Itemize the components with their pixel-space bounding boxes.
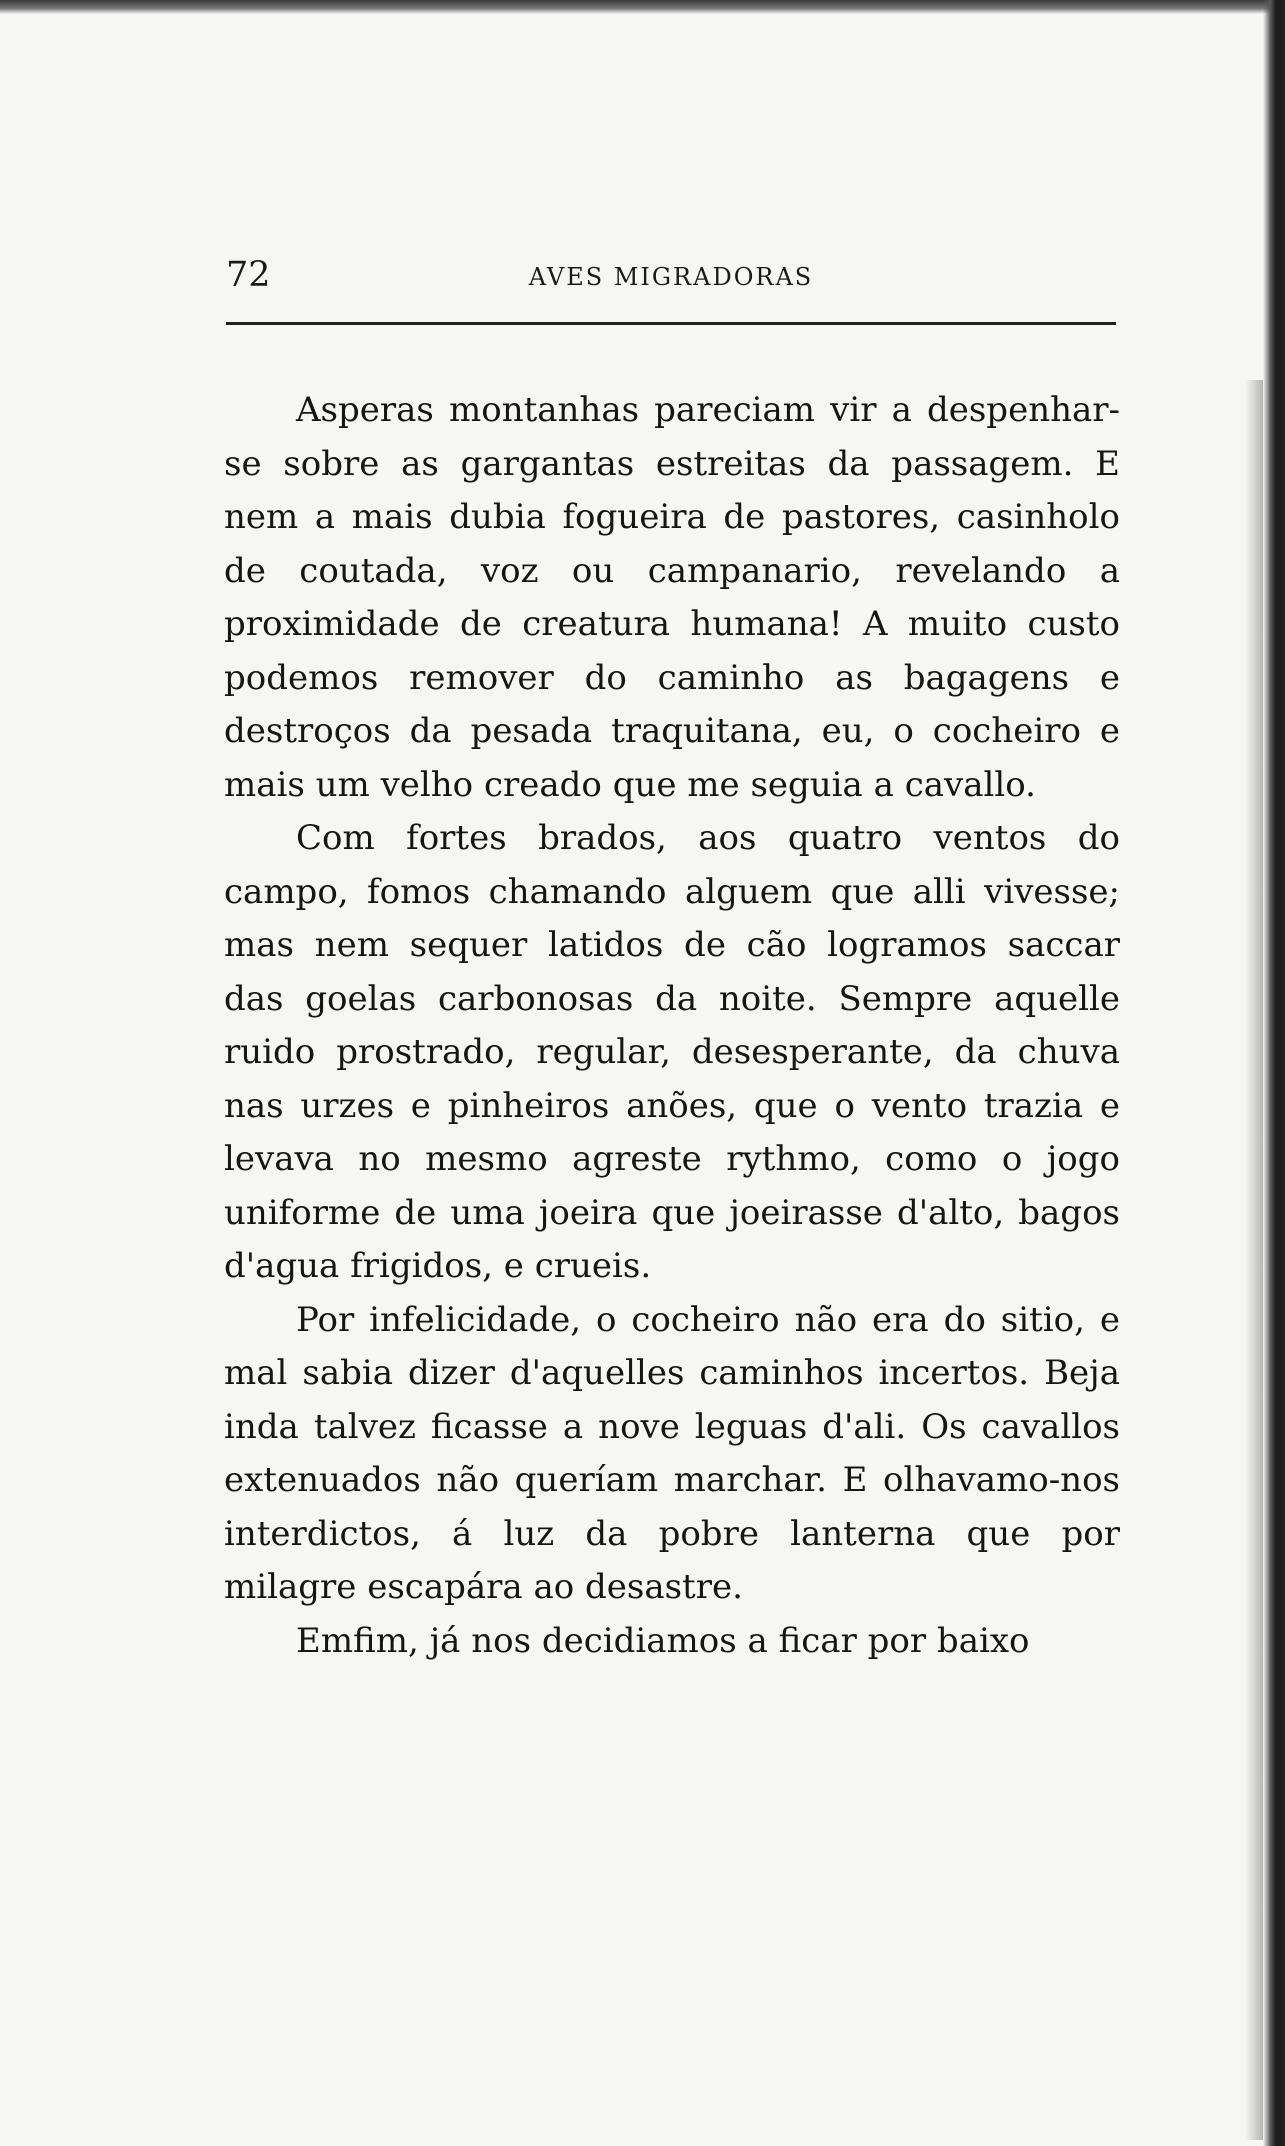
scan-top-edge (0, 0, 1285, 14)
paragraph-4: Emfim, já nos decidiamos a ficar por baixo (296, 1620, 1030, 1661)
book-spine-edge (1263, 0, 1285, 2146)
binding-shadow (1245, 380, 1263, 2140)
running-title: AVES MIGRADORAS (528, 263, 814, 291)
paragraph-2: Com fortes brados, aos quatro ventos do campo, fomos chamando alguem que alli vivesse; mas nem sequer latidos de cão logramos saccar das goelas carbonosas da noite. Sempre aquelle ruido prostrado, regular, desesperante, da chuva nas urzes e pinheiros anões, que o vento trazia e levava no mesmo agreste rythmo, como o jogo uniforme de uma joeira que joeirasse d'alto, bagos d'agua frigidos, e crueis. (224, 818, 1120, 1286)
paragraph-1: Asperas montanhas pareciam vir a despenhar-se sobre as gargantas estreitas da passagem. E nem a mais dubia fogueira de pastores, casinholo de coutada, voz ou campanario, revelando a proximidade de creatura humana! A muito custo podemos remover do caminho as bagagens e destroços da pesada traquitana, eu, o cocheiro e mais um velho creado que me seguia a cavallo. (224, 390, 1120, 805)
paragraph-3: Por infelicidade, o cocheiro não era do sitio, e mal sabia dizer d'aquelles caminhos incertos. Beja inda talvez ficasse a nove leguas d'ali. Os cavallos extenuados não queríam marchar. E olhavamo-nos interdictos, á luz da pobre lanterna que por milagre escapára ao desastre. (224, 1299, 1120, 1607)
header-rule (226, 322, 1116, 325)
page-number: 72 (226, 255, 271, 295)
page-header (226, 255, 1116, 305)
body-text (224, 384, 1120, 1668)
